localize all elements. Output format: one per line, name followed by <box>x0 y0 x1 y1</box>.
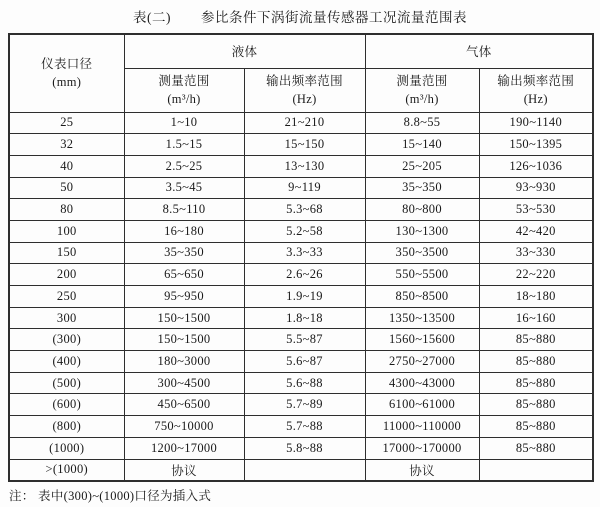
gas-freq-cell: 85~880 <box>479 372 593 394</box>
table-row <box>9 437 593 459</box>
diameter-cell: 250 <box>9 286 124 308</box>
table-row <box>9 459 593 481</box>
diameter-header-label: 仪表口径 <box>41 57 93 72</box>
table-row <box>9 394 593 416</box>
liquid-range-cell: 2.5~25 <box>124 155 244 177</box>
gas-range-cell: 1350~13500 <box>365 307 479 329</box>
gas-range-cell: 80~800 <box>365 199 479 221</box>
liquid-freq-cell: 5.6~88 <box>244 372 365 394</box>
diameter-cell: (1000) <box>9 437 124 459</box>
liquid-range-cell: 35~350 <box>124 242 244 264</box>
diameter-cell: (500) <box>9 372 124 394</box>
gas-freq-cell: 16~160 <box>479 307 593 329</box>
liquid-freq-cell <box>244 459 365 481</box>
diameter-cell: (400) <box>9 351 124 373</box>
gas-range-cell: 850~8500 <box>365 286 479 308</box>
liquid-freq-cell: 5.6~87 <box>244 351 365 373</box>
liquid-range-cell: 16~180 <box>124 220 244 242</box>
diameter-header-unit: (mm) <box>52 75 82 90</box>
liquid-range-cell: 300~4500 <box>124 372 244 394</box>
gas-freq-cell: 190~1140 <box>479 112 593 134</box>
liquid-freq-cell: 15~150 <box>244 134 365 156</box>
table-row <box>9 416 593 438</box>
gas-measure-header-unit: (m³/h) <box>405 92 439 106</box>
liquid-freq-header-label: 输出频率范围 <box>266 73 343 88</box>
liquid-freq-cell: 21~210 <box>244 112 365 134</box>
flow-range-table <box>8 33 594 482</box>
footnote: 注： 表中(300)~(1000)口径为插入式 <box>9 489 212 503</box>
table-row <box>9 220 593 242</box>
group-header-row <box>9 34 593 68</box>
diameter-cell: 40 <box>9 155 124 177</box>
liquid-measure-header-unit: (m³/h) <box>167 92 201 106</box>
liquid-range-cell: 1~10 <box>124 112 244 134</box>
liquid-freq-cell: 1.8~18 <box>244 307 365 329</box>
liquid-freq-cell: 9~119 <box>244 177 365 199</box>
liquid-group-header: 液体 <box>124 34 365 68</box>
diameter-cell: (600) <box>9 394 124 416</box>
diameter-cell: 32 <box>9 134 124 156</box>
liquid-freq-cell: 1.9~19 <box>244 286 365 308</box>
liquid-range-cell: 150~1500 <box>124 307 244 329</box>
diameter-cell: 300 <box>9 307 124 329</box>
gas-freq-cell: 93~930 <box>479 177 593 199</box>
liquid-measure-header-cell <box>124 68 244 112</box>
table-title-text: 参比条件下涡街流量传感器工况流量范围表 <box>201 10 467 25</box>
liquid-range-cell: 95~950 <box>124 286 244 308</box>
table-row <box>9 307 593 329</box>
liquid-range-cell: 协议 <box>124 459 244 481</box>
table-row <box>9 177 593 199</box>
liquid-freq-header-cell <box>244 68 365 112</box>
diameter-cell: (300) <box>9 329 124 351</box>
gas-range-cell: 协议 <box>365 459 479 481</box>
diameter-header-cell <box>9 34 124 112</box>
liquid-freq-cell: 5.3~68 <box>244 199 365 221</box>
diameter-cell: 150 <box>9 242 124 264</box>
gas-range-cell: 8.8~55 <box>365 112 479 134</box>
liquid-freq-cell: 5.8~88 <box>244 437 365 459</box>
table-row <box>9 242 593 264</box>
gas-measure-header-label: 测量范围 <box>396 73 448 88</box>
gas-freq-cell: 33~330 <box>479 242 593 264</box>
table-row <box>9 199 593 221</box>
gas-range-cell: 350~3500 <box>365 242 479 264</box>
gas-range-cell: 1560~15600 <box>365 329 479 351</box>
liquid-range-cell: 1200~17000 <box>124 437 244 459</box>
liquid-freq-cell: 5.5~87 <box>244 329 365 351</box>
table-row <box>9 372 593 394</box>
gas-freq-cell: 85~880 <box>479 351 593 373</box>
liquid-measure-header-label: 测量范围 <box>158 73 210 88</box>
liquid-freq-cell: 3.3~33 <box>244 242 365 264</box>
liquid-freq-cell: 5.7~89 <box>244 394 365 416</box>
liquid-range-cell: 1.5~15 <box>124 134 244 156</box>
gas-freq-cell <box>479 459 593 481</box>
liquid-range-cell: 450~6500 <box>124 394 244 416</box>
table-number: 表(二) <box>133 10 171 25</box>
gas-freq-cell: 126~1036 <box>479 155 593 177</box>
gas-range-cell: 11000~110000 <box>365 416 479 438</box>
liquid-range-cell: 750~10000 <box>124 416 244 438</box>
table-row <box>9 329 593 351</box>
diameter-cell: 80 <box>9 199 124 221</box>
table-row <box>9 112 593 134</box>
table-body <box>9 112 593 481</box>
table-row <box>9 351 593 373</box>
gas-range-cell: 550~5500 <box>365 264 479 286</box>
gas-freq-cell: 85~880 <box>479 394 593 416</box>
gas-range-cell: 2750~27000 <box>365 351 479 373</box>
gas-freq-cell: 18~180 <box>479 286 593 308</box>
liquid-range-cell: 8.5~110 <box>124 199 244 221</box>
gas-freq-cell: 42~420 <box>479 220 593 242</box>
gas-freq-header-cell <box>479 68 593 112</box>
table-row <box>9 134 593 156</box>
diameter-cell: 25 <box>9 112 124 134</box>
table-row <box>9 286 593 308</box>
gas-freq-cell: 85~880 <box>479 416 593 438</box>
liquid-freq-cell: 13~130 <box>244 155 365 177</box>
liquid-range-cell: 180~3000 <box>124 351 244 373</box>
gas-range-cell: 17000~170000 <box>365 437 479 459</box>
gas-freq-cell: 53~530 <box>479 199 593 221</box>
liquid-freq-cell: 5.2~58 <box>244 220 365 242</box>
table-title <box>0 6 600 26</box>
gas-range-cell: 6100~61000 <box>365 394 479 416</box>
table-row <box>9 155 593 177</box>
gas-measure-header-cell <box>365 68 479 112</box>
gas-freq-cell: 85~880 <box>479 329 593 351</box>
gas-range-cell: 4300~43000 <box>365 372 479 394</box>
table-row <box>9 264 593 286</box>
gas-range-cell: 130~1300 <box>365 220 479 242</box>
liquid-freq-header-unit: (Hz) <box>292 92 317 106</box>
gas-freq-cell: 150~1395 <box>479 134 593 156</box>
liquid-range-cell: 150~1500 <box>124 329 244 351</box>
liquid-range-cell: 3.5~45 <box>124 177 244 199</box>
gas-group-header: 气体 <box>365 34 593 68</box>
liquid-freq-cell: 5.7~88 <box>244 416 365 438</box>
gas-freq-cell: 85~880 <box>479 437 593 459</box>
gas-freq-header-unit: (Hz) <box>523 92 548 106</box>
gas-range-cell: 15~140 <box>365 134 479 156</box>
liquid-range-cell: 65~650 <box>124 264 244 286</box>
diameter-cell: >(1000) <box>9 459 124 481</box>
diameter-cell: 50 <box>9 177 124 199</box>
liquid-freq-cell: 2.6~26 <box>244 264 365 286</box>
gas-range-cell: 35~350 <box>365 177 479 199</box>
gas-freq-header-label: 输出频率范围 <box>497 73 575 88</box>
gas-range-cell: 25~205 <box>365 155 479 177</box>
diameter-cell: (800) <box>9 416 124 438</box>
gas-freq-cell: 22~220 <box>479 264 593 286</box>
diameter-cell: 100 <box>9 220 124 242</box>
diameter-cell: 200 <box>9 264 124 286</box>
